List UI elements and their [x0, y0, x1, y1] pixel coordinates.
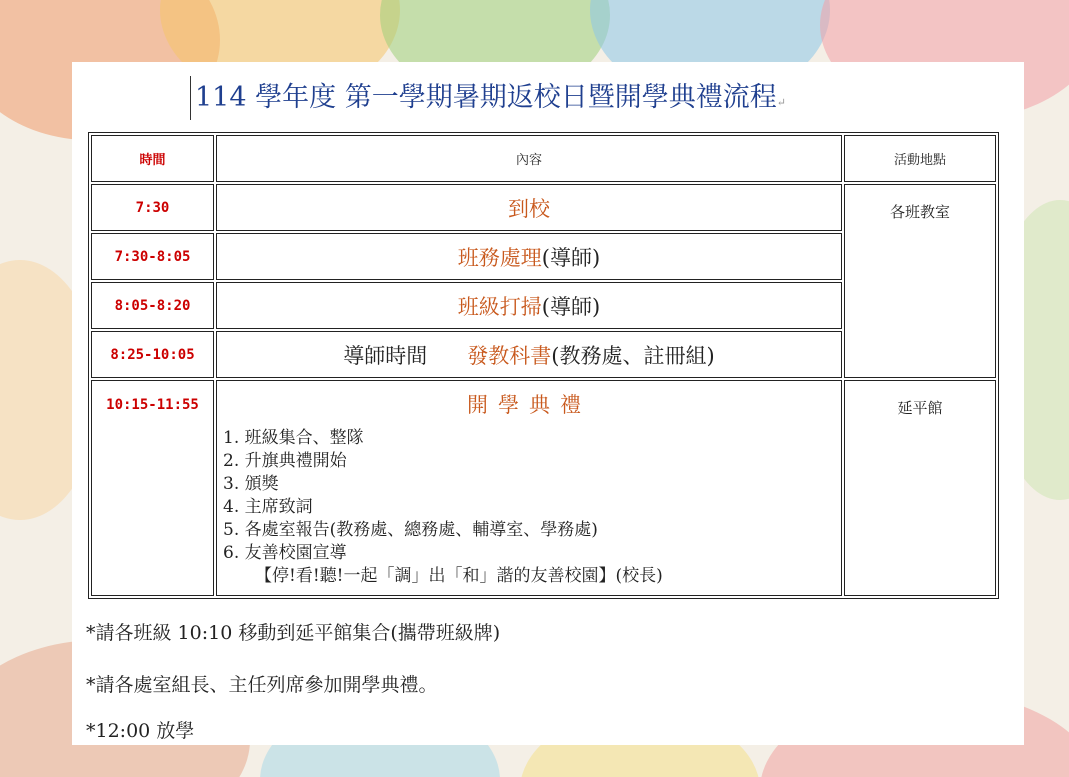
- list-item: 4. 主席致詞: [223, 497, 313, 517]
- row-content: 班務處理(導師): [216, 233, 842, 280]
- ceremony-content: [216, 380, 842, 596]
- ceremony-title: 開學典禮: [467, 393, 591, 417]
- list-item: 1. 班級集合、整隊: [223, 428, 364, 448]
- list-subitem: 【停!看!聽!一起「調」出「和」諧的友善校園】(校長): [255, 566, 663, 586]
- ceremony-list: [223, 427, 835, 588]
- header-location: 活動地點: [844, 135, 996, 182]
- ceremony-row: [91, 380, 996, 596]
- row-time: 8:05-8:20: [91, 282, 214, 329]
- header-content: 內容: [216, 135, 842, 182]
- list-item: 5. 各處室報告(教務處、總務處、輔導室、學務處): [223, 520, 598, 540]
- row-time: 7:30: [91, 184, 214, 231]
- row-time: 8:25-10:05: [91, 331, 214, 378]
- row-time: 10:15-11:55: [91, 380, 214, 596]
- row-time: 7:30-8:05: [91, 233, 214, 280]
- note-dismissal: *12:00 放學: [86, 720, 195, 742]
- list-item: 3. 頒獎: [223, 474, 279, 494]
- table-header-row: [91, 135, 996, 182]
- note-staff: *請各處室組長、主任列席參加開學典禮。: [86, 674, 438, 696]
- page-title: 114 學年度 第一學期暑期返校日暨開學典禮流程↵: [190, 76, 915, 120]
- location-cell-hall: 延平館: [844, 380, 996, 596]
- schedule-table: [88, 132, 999, 599]
- list-item: 2. 升旗典禮開始: [223, 451, 347, 471]
- location-cell-classroom: 各班教室: [844, 184, 996, 378]
- row-content: 導師時間 發教科書(教務處、註冊組): [216, 331, 842, 378]
- row-content: 班級打掃(導師): [216, 282, 842, 329]
- row-content: 到校: [216, 184, 842, 231]
- paragraph-mark-icon: ↵: [776, 96, 786, 109]
- table-row: [91, 184, 996, 231]
- note-assembly: *請各班級 10:10 移動到延平館集合(攜帶班級牌): [86, 622, 501, 644]
- list-item: 6. 友善校園宣導: [223, 543, 347, 563]
- document-page: [72, 62, 1024, 745]
- header-time: 時間: [91, 135, 214, 182]
